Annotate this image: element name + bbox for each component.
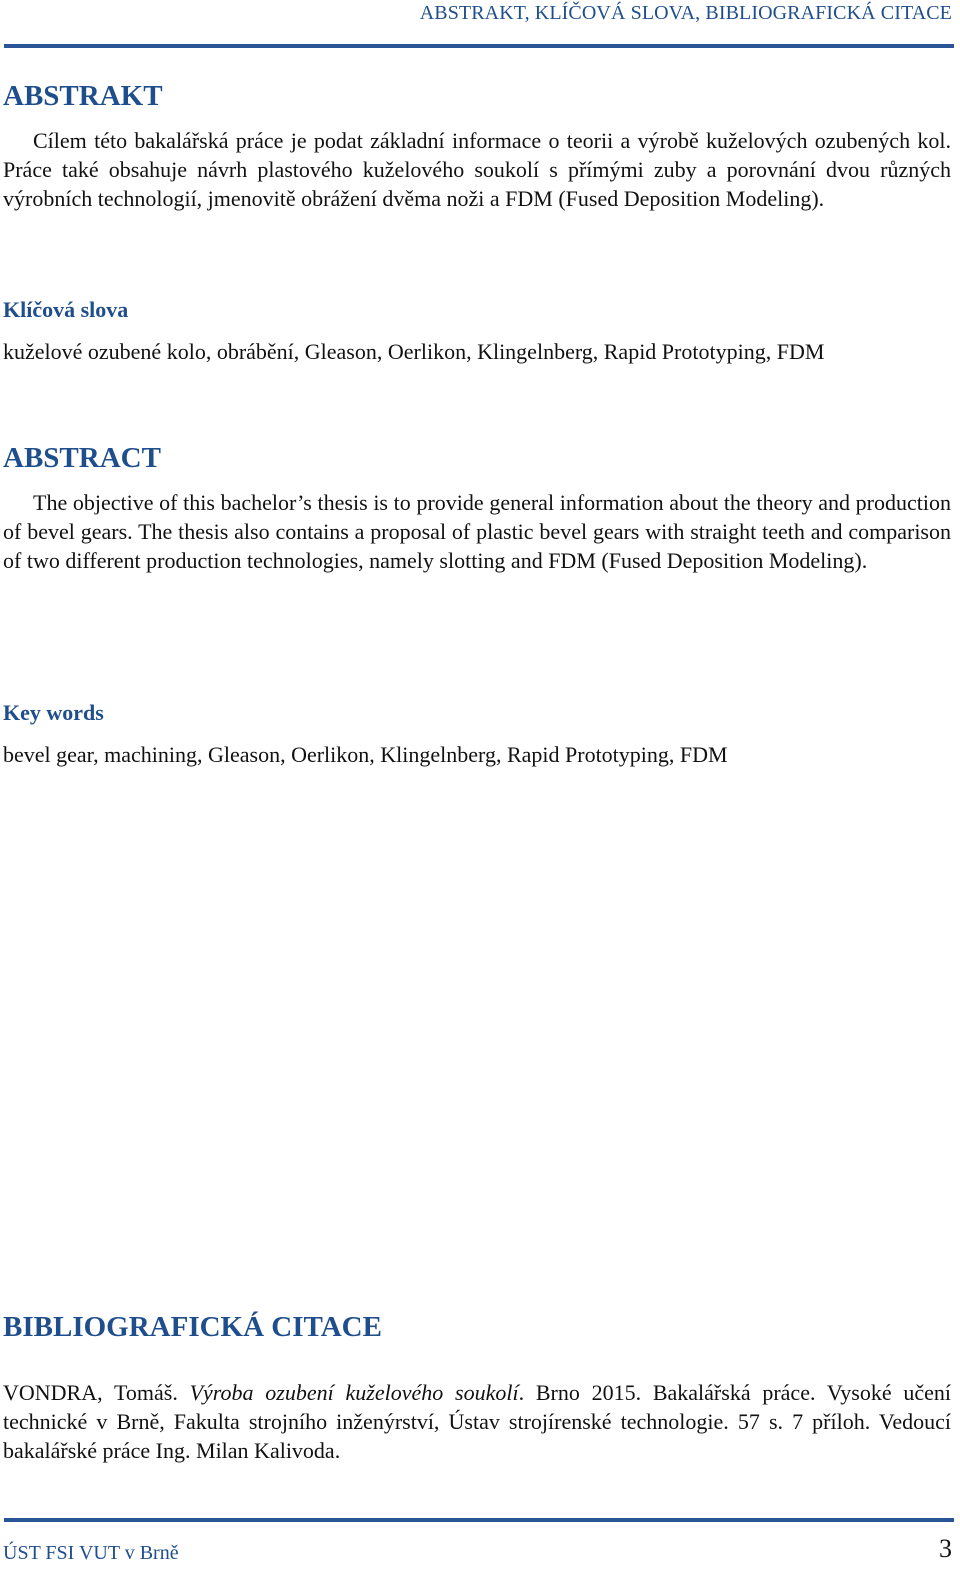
key-words-text: bevel gear, machining, Gleason, Oerlikon, Klingelnberg, Rapid Prototyping, FDM — [3, 742, 728, 767]
key-words-heading: Key words — [3, 700, 104, 725]
header-rule — [4, 44, 954, 48]
citace-author: VONDRA, Tomáš. — [3, 1380, 178, 1405]
abstrakt-text: Cílem této bakalářská práce je podat základní informace o teorii a výrobě kuželových ozubených kol. Práce také obsahuje návrh plastového kuželového soukolí s přímými zuby a porovnání dvou různých výrobních technologií, jmenovitě obrážení dvěma noži a FDM (Fused Deposition Modeling). — [3, 128, 951, 211]
abstract-heading: ABSTRACT — [3, 442, 161, 474]
page-number: 3 — [939, 1534, 952, 1563]
abstrakt-heading: ABSTRAKT — [3, 80, 163, 112]
running-header: ABSTRAKT, KLÍČOVÁ SLOVA, BIBLIOGRAFICKÁ CITACE — [419, 2, 952, 24]
footer-rule — [4, 1518, 954, 1522]
klicova-slova-heading: Klíčová slova — [3, 297, 129, 322]
citace-title: Výroba ozubení kuželového soukolí — [189, 1380, 519, 1405]
klicova-slova-text: kuželové ozubené kolo, obrábění, Gleason, Oerlikon, Klingelnberg, Rapid Prototyping, FDM — [3, 339, 825, 364]
abstract-text: The objective of this bachelor’s thesis is to provide general information about the theory and production of bevel gears. The thesis also contains a proposal of plastic bevel gears with straight teeth and comparison of two different production technologies, namely slotting and FDM (Fused Deposition Modeling). — [3, 490, 951, 573]
citace-rest: . Brno 2015. Bakalářská práce. Vysoké učení technické v Brně, Fakulta strojního inženýrství, Ústav strojírenské technologie. 57 s. 7 příloh. Vedoucí bakalářské práce Ing. Milan Kalivoda. — [3, 1380, 952, 1463]
footer-institution: ÚST FSI VUT v Brně — [3, 1542, 179, 1564]
citace-text — [3, 1378, 951, 1465]
citace-heading: BIBLIOGRAFICKÁ CITACE — [3, 1311, 382, 1343]
